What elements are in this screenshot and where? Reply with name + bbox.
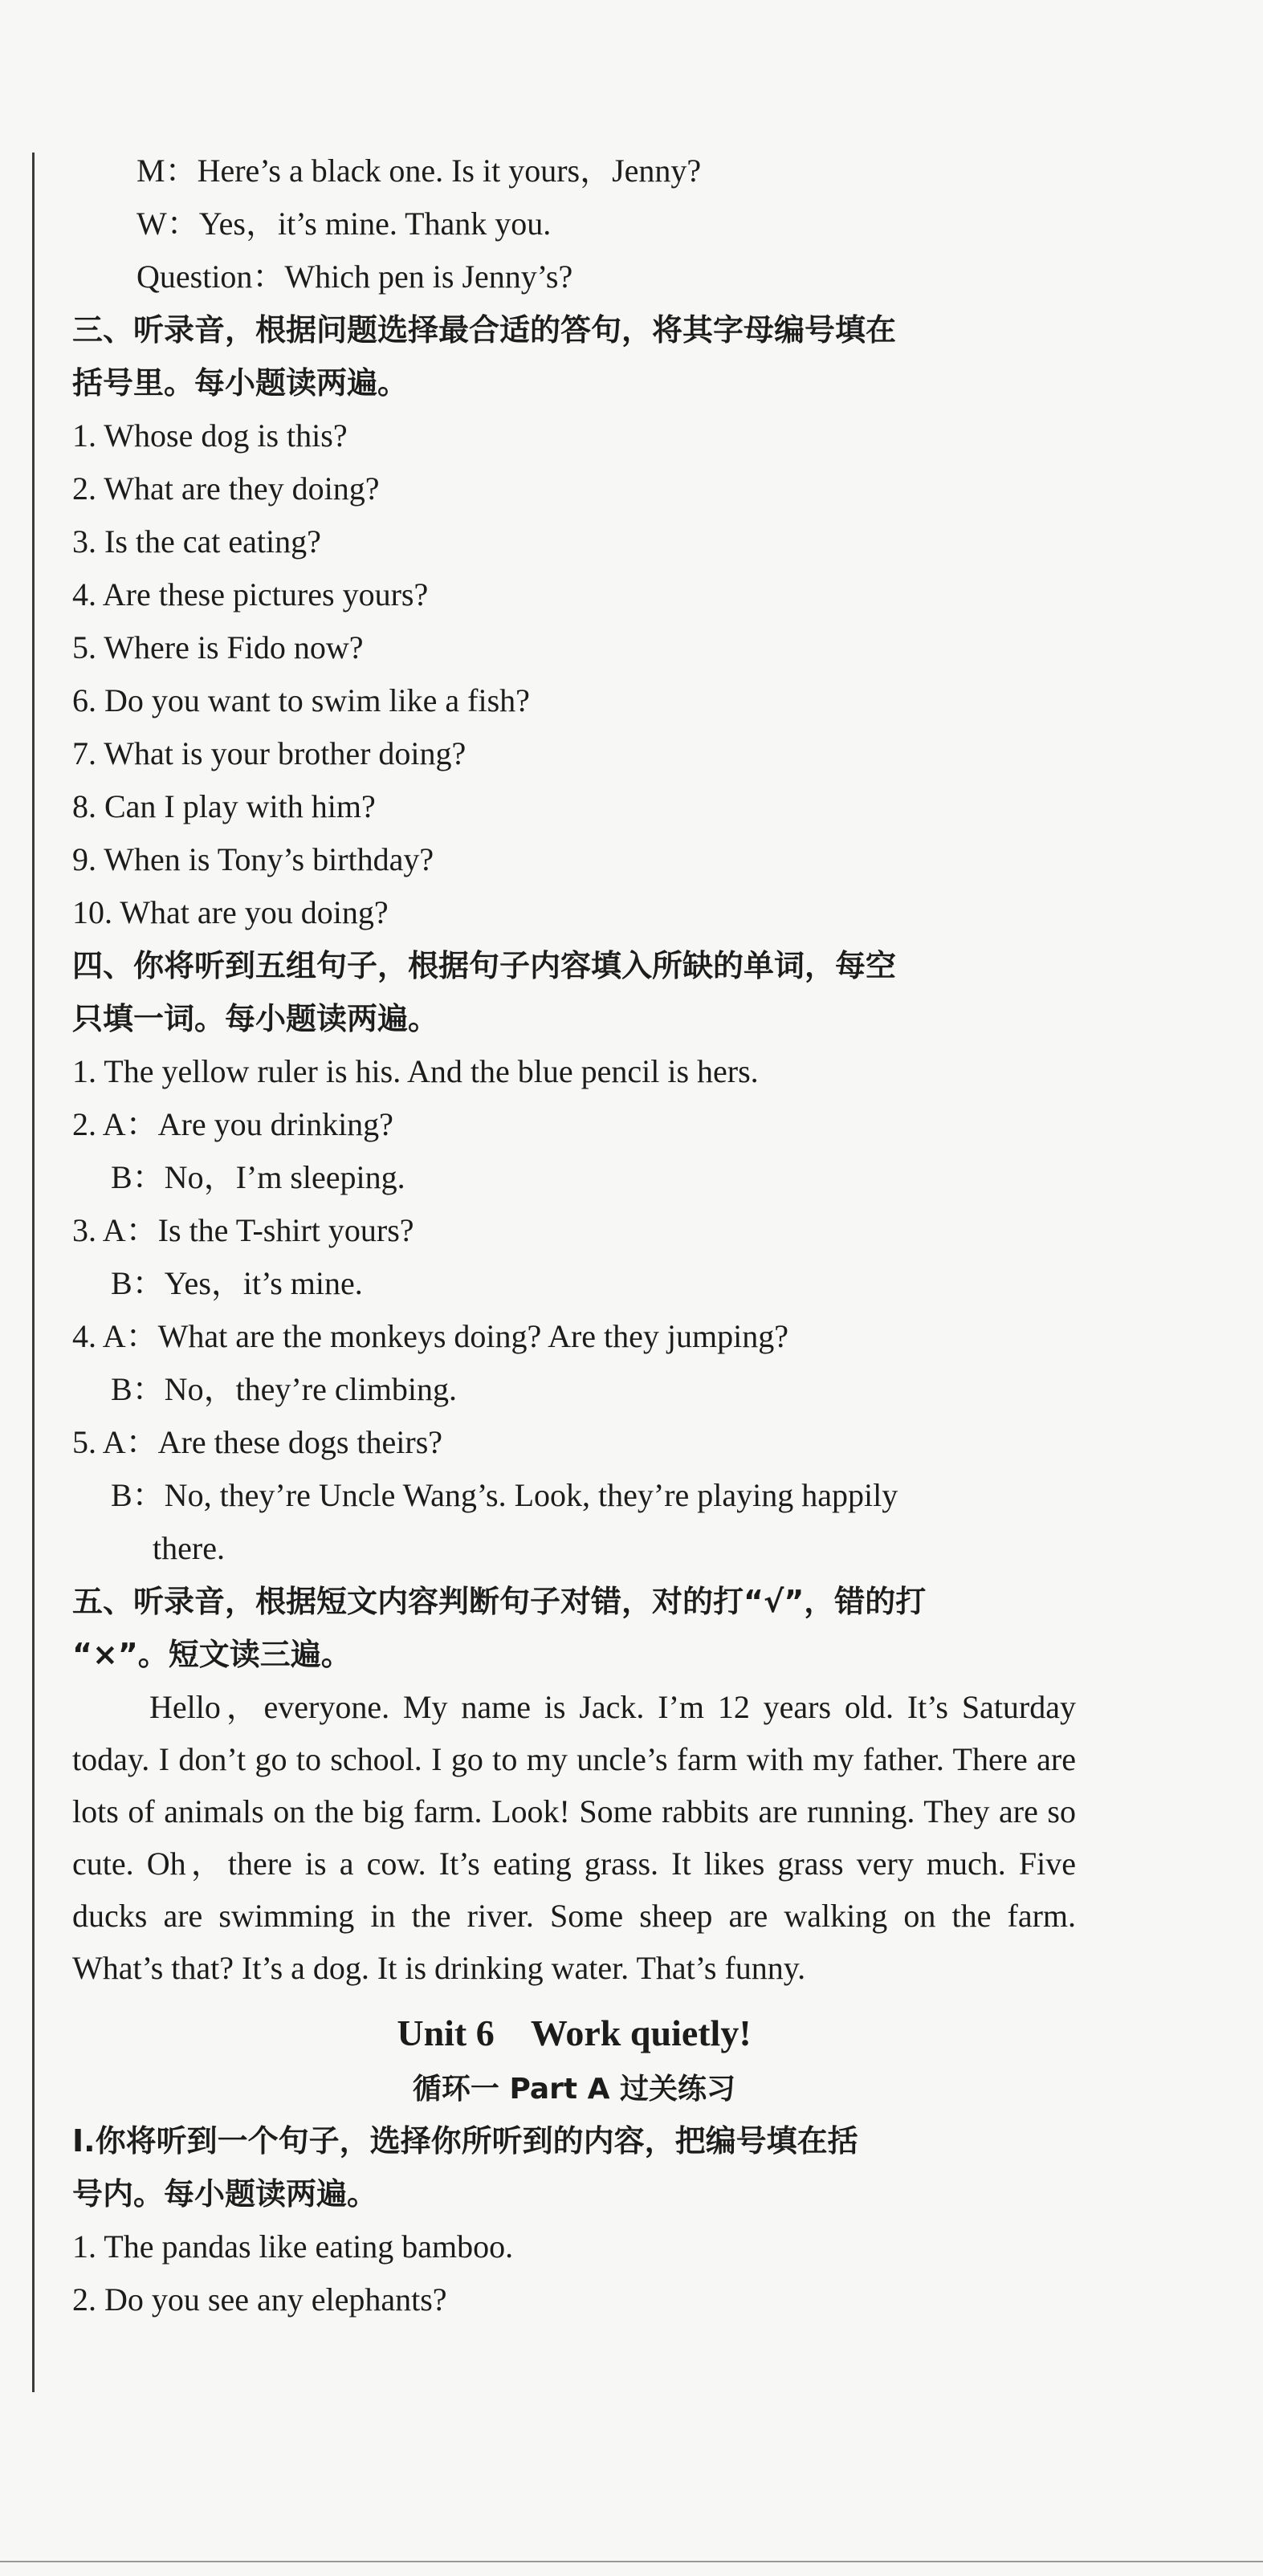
section-3 xyxy=(72,303,1108,939)
bottom-edge-rule xyxy=(0,2561,1263,2562)
dialogue-line: W：Yes，it’s mine. Thank you. xyxy=(136,206,552,242)
section-heading: “×”。短文读三遍。 xyxy=(72,1637,352,1672)
question-item: 5. Where is Fido now? xyxy=(72,629,364,665)
section-heading: 五、听录音，根据短文内容判断句子对错，对的打“√”，错的打 xyxy=(72,1584,927,1619)
question-item: 3. Is the cat eating? xyxy=(72,523,321,560)
unit-subtitle: 循环一 Part A 过关练习 xyxy=(412,2073,736,2106)
section-heading: 四、你将听到五组句子，根据句子内容填入所缺的单词，每空 xyxy=(72,948,897,983)
question-item: 2. What are they doing? xyxy=(72,470,380,507)
question-item: 7. What is your brother doing? xyxy=(72,735,466,771)
question-item: 4. Are these pictures yours? xyxy=(72,576,429,612)
part-1 xyxy=(72,2114,1108,2326)
sentence-line: there. xyxy=(153,1530,225,1566)
section-heading: 只填一词。每小题读两遍。 xyxy=(72,1001,439,1036)
question-item: 2. Do you see any elephants? xyxy=(72,2281,447,2318)
section-heading: Ⅰ.你将听到一个句子，选择你所听到的内容，把编号填在括 xyxy=(72,2123,858,2159)
passage: Hello，everyone. My name is Jack. I’m 12 years old. It’s Saturday today. I don’t go to school. I go to my uncle’s farm with my father. There are lots of animals on the big farm. Look! Some rabbits are running. They are so cute. Oh，there is a cow. It’s eating grass. It likes grass very much. Five ducks are swimming in the river. Some sheep are walking on the farm. What’s that? It’s a dog. It is drinking water. That’s funny. xyxy=(72,1689,1076,1986)
section-4 xyxy=(72,939,1108,1575)
question-item: 1. Whose dog is this? xyxy=(72,417,348,454)
sentence-line: B：No，they’re climbing. xyxy=(111,1371,458,1407)
sentence-line: B：Yes，it’s mine. xyxy=(111,1265,363,1301)
sentence-line: 1. The yellow ruler is his. And the blue pencil is hers. xyxy=(72,1053,759,1089)
sentence-line: 4. A：What are the monkeys doing? Are they jumping? xyxy=(72,1318,789,1354)
left-margin-rule xyxy=(32,153,35,2392)
sentence-line: 3. A：Is the T-shirt yours? xyxy=(72,1212,414,1248)
page-content xyxy=(72,144,1108,2326)
dialogue xyxy=(72,144,1108,303)
sentence-line: B：No, they’re Uncle Wang’s. Look, they’re playing happily xyxy=(111,1477,898,1513)
sentence-line: 5. A：Are these dogs theirs? xyxy=(72,1424,443,1460)
dialogue-line: Question：Which pen is Jenny’s? xyxy=(136,258,573,295)
sentence-line: 2. A：Are you drinking? xyxy=(72,1106,393,1142)
question-item: 1. The pandas like eating bamboo. xyxy=(72,2228,514,2265)
unit-title: Unit 6 Work quietly! xyxy=(397,2012,752,2053)
dialogue-line: M：Here’s a black one. Is it yours，Jenny? xyxy=(136,153,702,189)
sentence-line: B：No，I’m sleeping. xyxy=(111,1159,405,1195)
section-5 xyxy=(72,1575,1108,1994)
section-heading: 三、听录音，根据问题选择最合适的答句，将其字母编号填在 xyxy=(72,312,897,348)
section-heading: 号内。每小题读两遍。 xyxy=(72,2176,378,2212)
section-heading: 括号里。每小题读两遍。 xyxy=(72,365,409,401)
question-item: 8. Can I play with him? xyxy=(72,788,376,824)
question-item: 6. Do you want to swim like a fish? xyxy=(72,682,530,718)
question-item: 9. When is Tony’s birthday? xyxy=(72,841,434,877)
question-item: 10. What are you doing? xyxy=(72,894,389,930)
